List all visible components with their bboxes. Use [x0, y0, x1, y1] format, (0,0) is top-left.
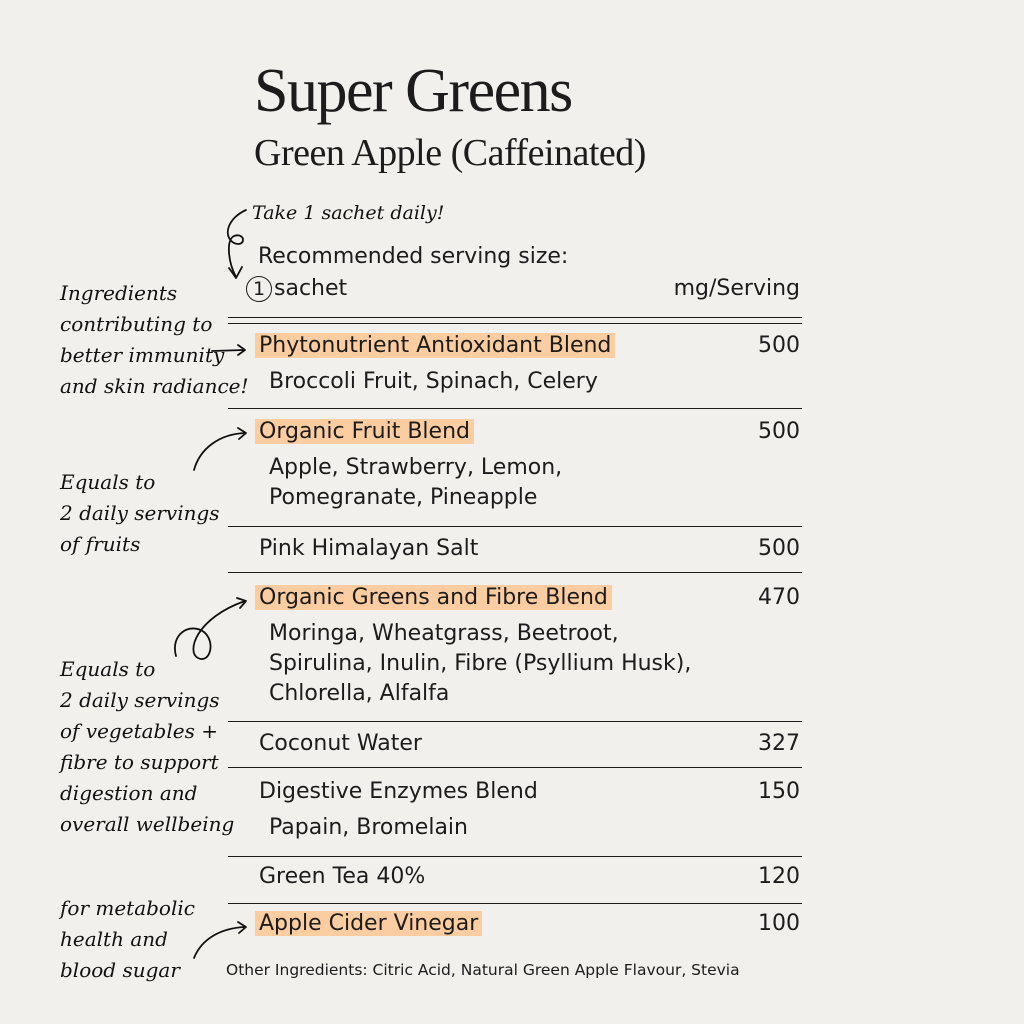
note-line: of vegetables + — [60, 719, 218, 743]
ingredient-sub: Moringa, Wheatgrass, Beetroot, — [269, 621, 619, 646]
note-line: Equals to — [60, 657, 156, 681]
note-line: of fruits — [60, 532, 141, 556]
serving-size-label: Recommended serving size: — [258, 244, 569, 269]
ingredient-value: 500 — [758, 536, 800, 561]
note-line: better immunity — [60, 343, 225, 367]
ingredient-sub: Pomegranate, Pineapple — [269, 485, 538, 510]
note-line: fibre to support — [60, 750, 219, 774]
ingredient-value: 150 — [758, 779, 800, 804]
circled-number: 1 — [246, 276, 272, 302]
note-daily: Take 1 sachet daily! — [252, 202, 445, 224]
unit-header: mg/Serving — [673, 276, 800, 301]
curved-arrow-icon — [194, 428, 246, 470]
ingredient-name: Organic Fruit Blend — [255, 419, 474, 444]
note-line: and skin radiance! — [60, 374, 249, 398]
note-line: 2 daily servings — [60, 688, 220, 712]
arrow-right-icon — [212, 345, 245, 355]
note-line: contributing to — [60, 312, 213, 336]
note-line: blood sugar — [60, 958, 180, 982]
product-subtitle: Green Apple (Caffeinated) — [254, 132, 646, 174]
curved-arrow-icon — [194, 922, 246, 958]
ingredient-value: 500 — [758, 333, 800, 358]
ingredient-name: Organic Greens and Fibre Blend — [255, 585, 612, 610]
note-line: 2 daily servings — [60, 501, 220, 525]
note-line: health and — [60, 927, 168, 951]
ingredient-name: Apple Cider Vinegar — [255, 911, 482, 936]
loop-arrow-icon — [175, 598, 246, 659]
other-ingredients-text: Citric Acid, Natural Green Apple Flavour, Stevia — [367, 961, 740, 979]
ingredient-value: 500 — [758, 419, 800, 444]
other-ingredients-label: Other Ingredients: — [226, 961, 368, 979]
note-line: overall wellbeing — [60, 812, 235, 836]
ingredient-value: 470 — [758, 585, 800, 610]
note-line: for metabolic — [60, 896, 195, 920]
ingredient-value: 327 — [758, 731, 800, 756]
note-line: Equals to — [60, 470, 156, 494]
product-title: Super Greens — [254, 57, 572, 125]
serving-unit: sachet — [274, 276, 348, 301]
curly-arrow-icon — [228, 210, 246, 278]
ingredient-name: Pink Himalayan Salt — [259, 536, 479, 561]
ingredient-sub: Broccoli Fruit, Spinach, Celery — [269, 369, 598, 394]
ingredient-name: Coconut Water — [259, 731, 422, 756]
ingredient-sub: Apple, Strawberry, Lemon, — [269, 455, 563, 480]
ingredient-name: Digestive Enzymes Blend — [259, 779, 538, 804]
ingredient-sub: Spirulina, Inulin, Fibre (Psyllium Husk), — [269, 651, 692, 676]
ingredient-name: Green Tea 40% — [259, 864, 426, 889]
ingredient-sub: Chlorella, Alfalfa — [269, 681, 450, 706]
note-line: Ingredients — [60, 281, 178, 305]
note-line: digestion and — [60, 781, 198, 805]
ingredient-value: 100 — [758, 911, 800, 936]
ingredient-name: Phytonutrient Antioxidant Blend — [255, 333, 615, 358]
ingredient-sub: Papain, Bromelain — [269, 815, 468, 840]
ingredient-value: 120 — [758, 864, 800, 889]
